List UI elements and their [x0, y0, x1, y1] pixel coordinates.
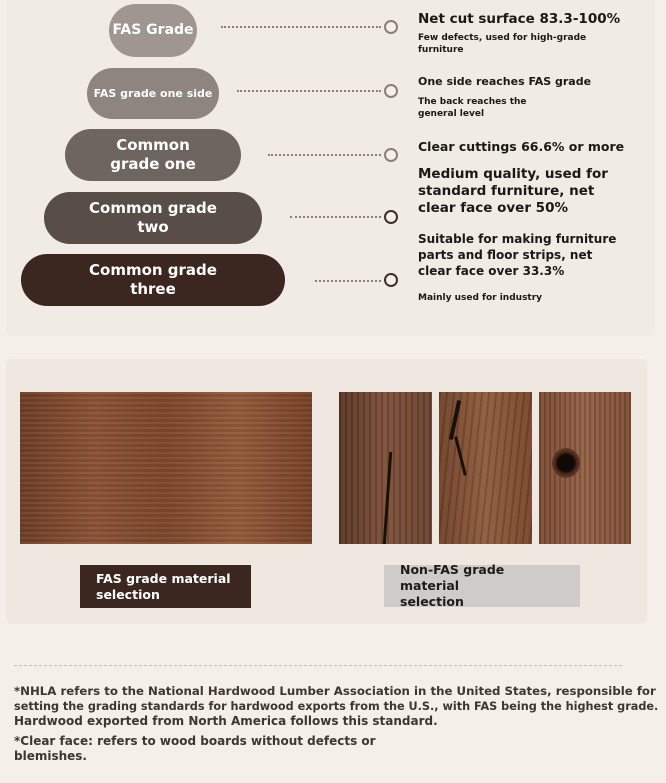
fas-wood-sample-image [20, 392, 312, 544]
grade-description [418, 75, 591, 89]
note-line: The back reaches the [418, 97, 527, 107]
grade-pill-fas-one-side [87, 68, 219, 119]
footnote-line: setting the grading standards for hardwood exports from the U.S., with FAS being the highest grade. [14, 700, 659, 713]
connector-line [237, 90, 381, 92]
connector-line [268, 154, 381, 156]
nonfas-wood-sample-split-image [439, 392, 532, 544]
grade-description [418, 231, 616, 279]
grade-note [418, 32, 586, 56]
grade-pill-label: FAS Grade [112, 21, 194, 38]
footnote-divider [14, 665, 622, 666]
grade-description [418, 166, 608, 217]
footnote-line: *Clear face: refers to wood boards without defects or [14, 734, 376, 748]
connector-ring-icon [384, 273, 398, 287]
grade-pill-common-three [21, 254, 285, 306]
connector-line [315, 280, 381, 282]
description-line: Medium quality, used for [418, 166, 608, 182]
grade-description [418, 139, 624, 155]
grade-description [418, 11, 620, 28]
fas-material-label [80, 565, 251, 608]
description-line: One side reaches FAS grade [418, 75, 592, 88]
footnote-line: blemishes. [14, 749, 87, 763]
footnote-line: Hardwood exported from North America follows this standard. [14, 714, 438, 728]
connector-line [221, 26, 381, 28]
grade-pill-label-line: two [137, 218, 169, 236]
grade-pill-label: FAS grade one side [93, 86, 213, 100]
grade-pill-label-line: Common [116, 136, 190, 155]
description-line: standard furniture, net [418, 183, 595, 199]
grade-pill-common-two [44, 192, 262, 244]
description-line: Net cut surface 83.3-100% [418, 11, 621, 27]
connector-line [290, 216, 381, 218]
grade-pill-fas [109, 4, 197, 57]
description-line: Suitable for making furniture [418, 232, 617, 246]
label-line: FAS grade material [96, 570, 231, 586]
grade-note [418, 96, 527, 120]
label-line: selection [400, 594, 464, 609]
label-line: selection [96, 586, 160, 602]
connector-ring-icon [384, 20, 398, 34]
grade-pill-label-line: grade one [110, 155, 196, 173]
knot-defect [552, 448, 580, 478]
description-line: clear face over 50% [418, 200, 568, 216]
clear-face-footnote [14, 734, 384, 764]
nonfas-material-label [384, 562, 580, 609]
grade-note [418, 292, 542, 304]
description-line: Clear cuttings 66.6% or more [418, 139, 625, 154]
connector-ring-icon [384, 84, 398, 98]
grade-pill-common-one [65, 129, 241, 181]
grade-pill-label-line: Common grade [89, 261, 217, 280]
note-line: Few defects, used for high-grade [418, 33, 587, 43]
note-line: furniture [418, 45, 464, 55]
footnote-line: *NHLA refers to the National Hardwood Lumber Association in the United States, responsible for [14, 684, 656, 698]
nhla-footnote [14, 684, 660, 729]
connector-ring-icon [384, 148, 398, 162]
note-line: general level [418, 109, 485, 119]
connector-ring-icon [384, 210, 398, 224]
grade-pill-label-line: Common grade [89, 199, 217, 218]
description-line: clear face over 33.3% [418, 264, 565, 278]
note-line: Mainly used for industry [418, 293, 543, 303]
nonfas-wood-sample-knot-image [539, 392, 631, 544]
nonfas-wood-sample-crack-image [339, 392, 432, 544]
label-line: Non-FAS grade material [400, 562, 505, 593]
grade-pill-label-line: three [130, 280, 176, 298]
description-line: parts and floor strips, net [418, 248, 593, 262]
